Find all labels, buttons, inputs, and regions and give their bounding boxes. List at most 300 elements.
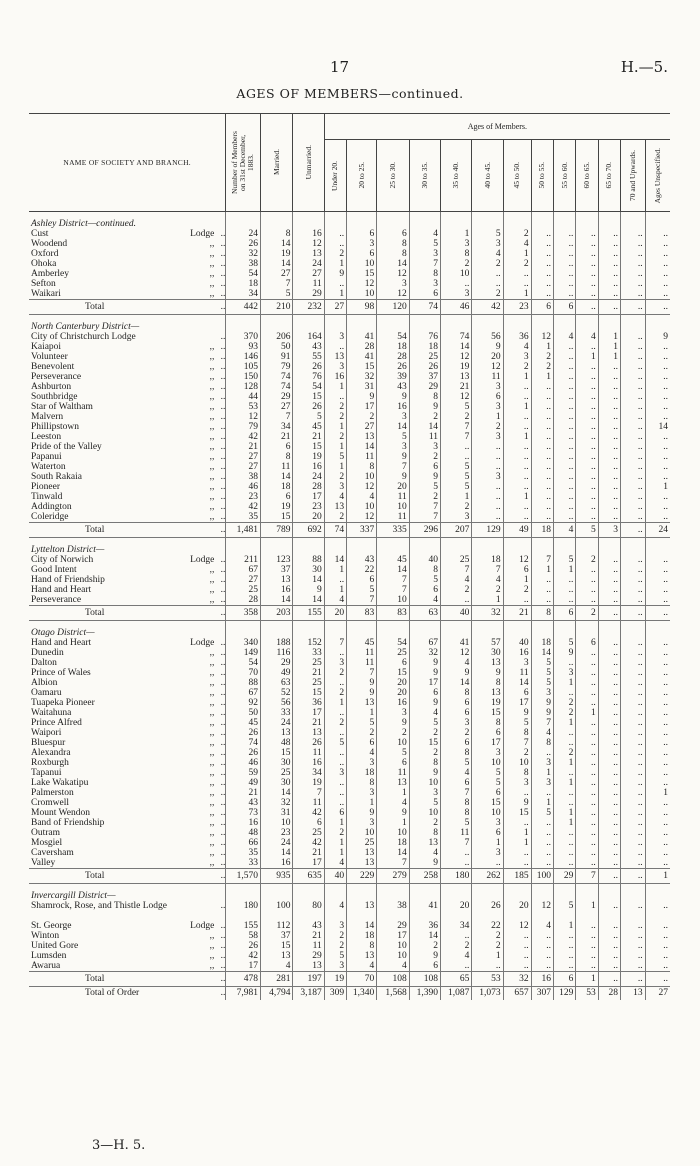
branch-suffix: ,, <box>209 362 215 372</box>
value-cell: 28 <box>377 352 409 362</box>
value-cell: 14 <box>441 678 472 688</box>
value-cell: 26 <box>226 941 261 951</box>
value-cell: .. <box>645 848 670 858</box>
value-cell: 10 <box>441 269 472 279</box>
value-cell: .. <box>531 422 553 432</box>
value-cell: 4 <box>553 523 575 538</box>
value-cell: 24 <box>293 259 324 269</box>
empty-cell <box>261 621 293 639</box>
empty-cell <box>226 538 261 556</box>
value-cell: 1 <box>503 289 531 300</box>
leader-dots: .. <box>220 798 226 808</box>
value-cell: .. <box>598 239 620 249</box>
value-cell: 935 <box>261 869 293 884</box>
value-cell: 4 <box>347 492 377 502</box>
branch-name: Papanui <box>31 452 62 462</box>
value-cell: .. <box>531 828 553 838</box>
value-cell: .. <box>598 798 620 808</box>
branch-suffix: ,, <box>209 678 215 688</box>
value-cell: 9 <box>472 668 503 678</box>
branch-row <box>29 931 670 941</box>
branch-suffix: ,, <box>209 778 215 788</box>
value-cell: .. <box>324 798 346 808</box>
value-cell: .. <box>531 512 553 523</box>
leader-dots: .. <box>220 668 226 678</box>
branch-name-cell <box>29 901 226 921</box>
value-cell: .. <box>576 658 598 668</box>
value-cell: 4 <box>472 249 503 259</box>
value-cell: 5 <box>409 718 440 728</box>
leader-dots: .. <box>220 555 226 565</box>
branch-name-cell <box>29 565 226 575</box>
value-cell: .. <box>531 482 553 492</box>
value-cell: 5 <box>503 718 531 728</box>
value-cell: 2 <box>472 289 503 300</box>
branch-suffix: ,, <box>209 472 215 482</box>
branch-name: Dunedin <box>31 648 64 658</box>
value-cell: .. <box>553 229 575 239</box>
value-cell: 2 <box>377 728 409 738</box>
district-total-row <box>29 869 670 884</box>
branch-row <box>29 698 670 708</box>
branch-row <box>29 858 670 869</box>
value-cell: .. <box>441 848 472 858</box>
value-cell: .. <box>645 595 670 606</box>
value-cell: 37 <box>261 931 293 941</box>
value-cell: 76 <box>409 332 440 342</box>
value-cell: .. <box>621 658 646 668</box>
branch-name: City of Christchurch Lodge <box>31 332 136 342</box>
value-cell: 2 <box>347 728 377 738</box>
value-cell: 5 <box>324 951 346 961</box>
value-cell: 1 <box>324 565 346 575</box>
value-cell: 14 <box>377 259 409 269</box>
value-cell: .. <box>598 951 620 961</box>
branch-suffix: ,, <box>209 482 215 492</box>
value-cell: .. <box>576 249 598 259</box>
value-cell: .. <box>324 648 346 658</box>
value-cell: .. <box>553 269 575 279</box>
value-cell: 185 <box>503 869 531 884</box>
branch-suffix: ,, <box>209 452 215 462</box>
value-cell: 17 <box>472 738 503 748</box>
value-cell: 12 <box>441 352 472 362</box>
page-footer: 3—H. 5. <box>92 1138 146 1153</box>
branch-name: Woodend <box>31 239 68 249</box>
branch-name: United Gore <box>31 941 79 951</box>
value-cell: 9 <box>409 698 440 708</box>
value-cell: .. <box>645 269 670 279</box>
value-cell: 1 <box>441 229 472 239</box>
branch-name-cell <box>29 402 226 412</box>
value-cell: .. <box>598 961 620 972</box>
value-cell: 5 <box>531 678 553 688</box>
value-cell: 9 <box>347 688 377 698</box>
value-cell: 10 <box>347 472 377 482</box>
value-cell: 8 <box>531 738 553 748</box>
value-cell: .. <box>645 452 670 462</box>
branch-suffix: ,, <box>209 352 215 362</box>
branch-name-cell <box>29 372 226 382</box>
value-cell: .. <box>576 768 598 778</box>
value-cell: 14 <box>261 259 293 269</box>
value-cell: 3 <box>503 352 531 362</box>
value-cell: 3 <box>503 778 531 788</box>
value-cell: 76 <box>293 372 324 382</box>
value-cell: .. <box>576 382 598 392</box>
branch-name-cell <box>29 462 226 472</box>
value-cell: 4 <box>377 798 409 808</box>
empty-cell <box>503 315 531 333</box>
leader-dots: .. <box>220 788 226 798</box>
value-cell: 15 <box>347 362 377 372</box>
value-cell: 1 <box>553 718 575 728</box>
value-cell: 2 <box>553 708 575 718</box>
value-cell: 46 <box>441 300 472 315</box>
value-cell: 3 <box>377 279 409 289</box>
branch-suffix: ,, <box>209 788 215 798</box>
empty-cell <box>441 538 472 556</box>
value-cell: 5 <box>531 808 553 818</box>
value-cell: .. <box>598 412 620 422</box>
value-cell: 14 <box>261 848 293 858</box>
branch-name-cell <box>29 678 226 688</box>
value-cell: 3 <box>472 818 503 828</box>
empty-cell <box>261 538 293 556</box>
value-cell: 1 <box>645 869 670 884</box>
value-cell: 29 <box>261 658 293 668</box>
value-cell: 478 <box>226 972 261 987</box>
leader-dots: .. <box>220 931 226 941</box>
leader-dots: .. <box>220 565 226 575</box>
value-cell: 16 <box>293 758 324 768</box>
branch-name-cell <box>29 432 226 442</box>
value-cell: 13 <box>441 372 472 382</box>
value-cell: 30 <box>293 565 324 575</box>
value-cell: 15 <box>261 748 293 758</box>
branch-suffix: ,, <box>209 728 215 738</box>
value-cell: .. <box>553 828 575 838</box>
branch-name: Valley <box>31 858 56 868</box>
value-cell: .. <box>576 858 598 869</box>
leader-dots: .. <box>220 808 226 818</box>
value-cell: .. <box>324 748 346 758</box>
value-cell: .. <box>576 798 598 808</box>
value-cell: .. <box>576 452 598 462</box>
value-cell: 11 <box>377 768 409 778</box>
value-cell: 13 <box>347 858 377 869</box>
empty-cell <box>553 212 575 230</box>
value-cell: .. <box>576 412 598 422</box>
value-cell: 1,481 <box>226 523 261 538</box>
value-cell: 3 <box>409 442 440 452</box>
value-cell: 442 <box>226 300 261 315</box>
value-cell: 6 <box>472 828 503 838</box>
value-cell: 26 <box>377 362 409 372</box>
value-cell: 4,794 <box>261 987 293 1001</box>
branch-suffix: ,, <box>209 718 215 728</box>
value-cell: 12 <box>377 289 409 300</box>
value-cell: 5 <box>531 668 553 678</box>
value-cell: 2 <box>324 941 346 951</box>
value-cell: .. <box>531 402 553 412</box>
value-cell: .. <box>472 462 503 472</box>
value-cell: .. <box>576 848 598 858</box>
empty-cell <box>226 315 261 333</box>
value-cell: .. <box>598 921 620 931</box>
value-cell: 1 <box>324 698 346 708</box>
value-cell: 11 <box>347 452 377 462</box>
value-cell: 3 <box>347 788 377 798</box>
value-cell: .. <box>598 788 620 798</box>
value-cell: 13 <box>293 728 324 738</box>
value-cell: 7 <box>377 575 409 585</box>
branch-name: Waikari <box>31 289 61 299</box>
value-cell: 7 <box>441 838 472 848</box>
empty-cell <box>598 538 620 556</box>
branch-name-cell <box>29 279 226 289</box>
branch-name-cell <box>29 828 226 838</box>
value-cell: .. <box>441 595 472 606</box>
value-cell: 4 <box>531 921 553 931</box>
value-cell: .. <box>645 858 670 869</box>
value-cell: 1,570 <box>226 869 261 884</box>
empty-cell <box>377 621 409 639</box>
branch-suffix: ,, <box>209 269 215 279</box>
leader-dots: .. <box>220 951 226 961</box>
leader-dots: .. <box>220 838 226 848</box>
empty-cell <box>621 538 646 556</box>
value-cell: 2 <box>324 472 346 482</box>
branch-row <box>29 688 670 698</box>
value-cell: 1 <box>576 901 598 921</box>
branch-suffix: ,, <box>209 442 215 452</box>
value-cell: .. <box>531 585 553 595</box>
value-cell: .. <box>553 595 575 606</box>
value-cell: .. <box>553 492 575 502</box>
value-cell: .. <box>598 259 620 269</box>
empty-cell <box>261 212 293 230</box>
value-cell: .. <box>324 728 346 738</box>
value-cell: 4 <box>347 961 377 972</box>
branch-name: Alexandra <box>31 748 71 758</box>
value-cell: .. <box>645 688 670 698</box>
leader-dots: .. <box>220 974 226 984</box>
value-cell: .. <box>503 442 531 452</box>
value-cell: 146 <box>226 352 261 362</box>
value-cell: .. <box>472 442 503 452</box>
value-cell: .. <box>621 961 646 972</box>
value-cell: 9 <box>324 269 346 279</box>
value-cell: .. <box>598 279 620 289</box>
value-cell: 17 <box>377 931 409 941</box>
value-cell: .. <box>621 778 646 788</box>
district-heading-row <box>29 621 670 639</box>
value-cell: 15 <box>293 442 324 452</box>
value-cell: 1 <box>576 352 598 362</box>
value-cell: 9 <box>409 472 440 482</box>
value-cell: 1 <box>347 798 377 808</box>
value-cell: 31 <box>261 808 293 818</box>
branch-row <box>29 472 670 482</box>
value-cell: .. <box>531 931 553 941</box>
value-cell: 17 <box>503 698 531 708</box>
value-cell: 11 <box>409 432 440 442</box>
leader-dots: .. <box>220 748 226 758</box>
district-total-row <box>29 300 670 315</box>
branch-name-cell <box>29 332 226 342</box>
branch-suffix: ,, <box>209 422 215 432</box>
value-cell: 16 <box>293 229 324 239</box>
branch-name: Volunteer <box>31 352 68 362</box>
value-cell: 21 <box>503 606 531 621</box>
value-cell: .. <box>531 492 553 502</box>
value-cell: .. <box>553 658 575 668</box>
value-cell: 42 <box>472 300 503 315</box>
value-cell: .. <box>645 951 670 961</box>
empty-cell <box>472 538 503 556</box>
value-cell: .. <box>531 382 553 392</box>
branch-suffix: ,, <box>209 432 215 442</box>
value-cell: .. <box>576 239 598 249</box>
value-cell: 1,340 <box>347 987 377 1001</box>
value-cell: 4 <box>409 595 440 606</box>
value-cell: 10 <box>377 502 409 512</box>
value-cell: 4 <box>503 239 531 249</box>
value-cell: 17 <box>409 678 440 688</box>
branch-row <box>29 239 670 249</box>
value-cell: 2 <box>503 585 531 595</box>
empty-cell <box>409 538 440 556</box>
value-cell: 3 <box>409 279 440 289</box>
value-cell: .. <box>621 606 646 621</box>
empty-cell <box>645 621 670 639</box>
empty-cell <box>377 884 409 902</box>
value-cell: 9 <box>377 452 409 462</box>
value-cell: 14 <box>531 648 553 658</box>
value-cell: 38 <box>377 901 409 921</box>
value-cell: .. <box>553 482 575 492</box>
value-cell: 58 <box>226 931 261 941</box>
value-cell: .. <box>621 748 646 758</box>
value-cell: .. <box>645 259 670 269</box>
value-cell: 2 <box>441 259 472 269</box>
value-cell: 3 <box>553 668 575 678</box>
value-cell: 149 <box>226 648 261 658</box>
branch-row <box>29 452 670 462</box>
value-cell: .. <box>576 392 598 402</box>
branch-name: Lake Wakatipu <box>31 778 89 788</box>
district-heading-row <box>29 538 670 556</box>
value-cell: 10 <box>377 828 409 838</box>
value-cell: 53 <box>472 972 503 987</box>
value-cell: 6 <box>472 788 503 798</box>
value-cell: 21 <box>226 442 261 452</box>
value-cell: .. <box>598 382 620 392</box>
value-cell: 21 <box>293 432 324 442</box>
value-cell: 2 <box>409 492 440 502</box>
value-cell: 16 <box>377 402 409 412</box>
value-cell: 10 <box>347 259 377 269</box>
value-cell: 3 <box>531 758 553 768</box>
value-cell: 2 <box>441 585 472 595</box>
value-cell: 188 <box>261 638 293 648</box>
value-cell: 39 <box>377 372 409 382</box>
value-cell: .. <box>645 492 670 502</box>
header-age-column: 20 to 25. <box>347 140 377 212</box>
empty-cell <box>377 315 409 333</box>
value-cell: 24 <box>645 523 670 538</box>
value-cell: .. <box>531 575 553 585</box>
value-cell: 5 <box>441 482 472 492</box>
value-cell: 9 <box>409 402 440 412</box>
value-cell: .. <box>531 788 553 798</box>
value-cell: 657 <box>503 987 531 1001</box>
value-cell: 18 <box>377 342 409 352</box>
value-cell: .. <box>503 412 531 422</box>
value-cell: 8 <box>409 828 440 838</box>
value-cell: 15 <box>377 668 409 678</box>
value-cell: 27 <box>261 402 293 412</box>
value-cell: 54 <box>377 332 409 342</box>
value-cell: 1 <box>645 788 670 798</box>
value-cell: 42 <box>226 951 261 961</box>
branch-name-cell <box>29 858 226 869</box>
branch-row <box>29 668 670 678</box>
value-cell: .. <box>503 788 531 798</box>
value-cell: 6 <box>324 808 346 818</box>
value-cell: 2 <box>409 452 440 462</box>
value-cell: .. <box>598 512 620 523</box>
total-label: Total <box>85 608 105 618</box>
value-cell: .. <box>598 858 620 869</box>
branch-name: Waterton <box>31 462 66 472</box>
value-cell: 1 <box>531 565 553 575</box>
value-cell: 25 <box>347 838 377 848</box>
value-cell: 128 <box>226 382 261 392</box>
value-cell: .. <box>645 382 670 392</box>
branch-suffix: ,, <box>209 768 215 778</box>
value-cell: 19 <box>293 778 324 788</box>
value-cell: .. <box>531 289 553 300</box>
value-cell: .. <box>324 392 346 402</box>
value-cell: .. <box>621 352 646 362</box>
value-cell: .. <box>598 718 620 728</box>
value-cell: 5 <box>409 482 440 492</box>
branch-row <box>29 808 670 818</box>
value-cell: 3,187 <box>293 987 324 1001</box>
total-label-cell <box>29 606 226 621</box>
value-cell: .. <box>621 412 646 422</box>
value-cell: .. <box>621 279 646 289</box>
value-cell: .. <box>503 269 531 279</box>
value-cell: 8 <box>377 239 409 249</box>
value-cell: 12 <box>293 239 324 249</box>
value-cell: 18 <box>409 342 440 352</box>
value-cell: 38 <box>226 259 261 269</box>
leader-dots: .. <box>220 758 226 768</box>
value-cell: .. <box>645 362 670 372</box>
value-cell: 9 <box>531 698 553 708</box>
empty-cell <box>293 538 324 556</box>
district-total-row <box>29 606 670 621</box>
branch-name-cell <box>29 382 226 392</box>
empty-cell <box>503 538 531 556</box>
value-cell: .. <box>645 668 670 678</box>
value-cell: 6 <box>347 229 377 239</box>
value-cell: .. <box>598 848 620 858</box>
value-cell: 258 <box>409 869 440 884</box>
